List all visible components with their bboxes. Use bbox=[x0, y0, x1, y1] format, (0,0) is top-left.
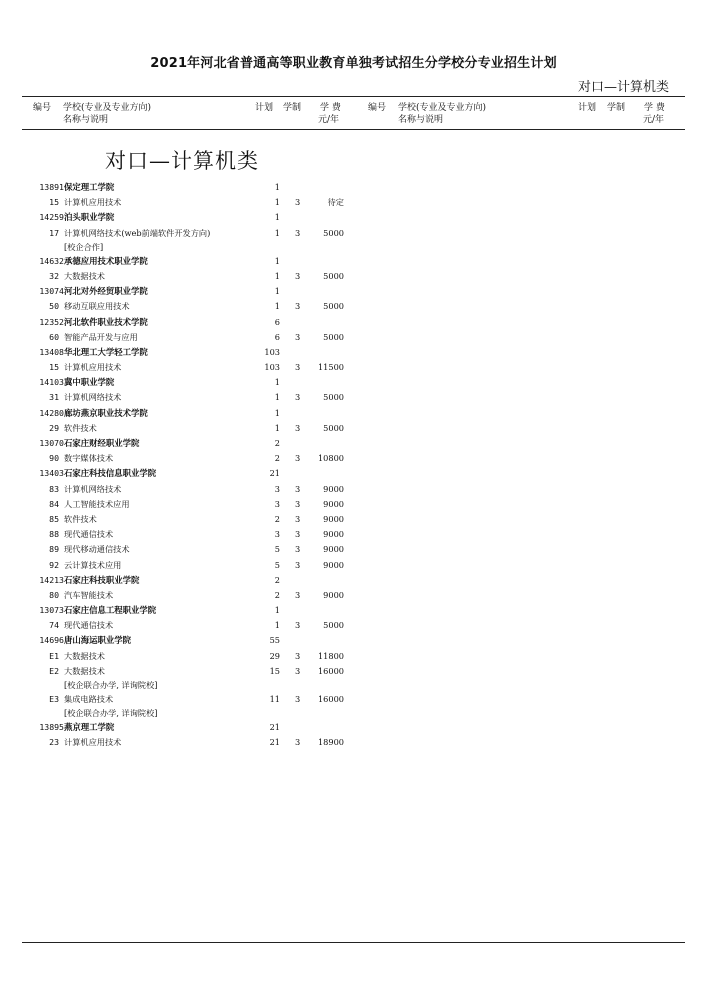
major-name: 计算机网络技术(web前端软件开发方向) bbox=[64, 227, 211, 238]
fee-cell: 5000 bbox=[323, 422, 344, 433]
plan-cell: 103 bbox=[264, 346, 280, 357]
header-top-rule bbox=[22, 96, 685, 97]
major-row bbox=[0, 330, 707, 345]
years-cell: 3 bbox=[295, 737, 301, 748]
school-name: 冀中职业学院 bbox=[64, 377, 115, 388]
years-cell: 3 bbox=[295, 665, 301, 676]
plan-cell: 1 bbox=[274, 301, 280, 312]
code-cell: 80 bbox=[49, 589, 59, 600]
code-cell: 13891 bbox=[39, 182, 64, 192]
code-cell: 14280 bbox=[39, 407, 64, 418]
school-row bbox=[0, 180, 707, 195]
school-name: 石家庄财经职业学院 bbox=[64, 438, 140, 448]
major-name: 计算机应用技术 bbox=[64, 737, 122, 748]
note-row bbox=[0, 241, 707, 254]
code-cell: 15 bbox=[49, 197, 59, 208]
major-name: 软件技术 bbox=[64, 422, 97, 433]
school-row bbox=[0, 210, 707, 225]
code-cell: 88 bbox=[49, 529, 59, 540]
major-name: 大数据技术 bbox=[64, 650, 105, 661]
col-header-fee-top-right: 学 费 bbox=[644, 103, 665, 113]
col-header-fee-bottom-right: 元/年 bbox=[643, 115, 665, 125]
code-cell: 23 bbox=[49, 737, 59, 748]
school-row bbox=[0, 315, 707, 330]
code-cell: 14696 bbox=[39, 635, 64, 646]
fee-cell: 9000 bbox=[323, 544, 344, 555]
plan-cell: 6 bbox=[274, 316, 280, 327]
col-header-school-sub-right: 名称与说明 bbox=[398, 115, 444, 125]
code-cell: 89 bbox=[49, 544, 59, 555]
school-name: 燕京理工学院 bbox=[64, 722, 115, 733]
school-name: 石家庄科技信息职业学院 bbox=[64, 468, 157, 479]
years-cell: 3 bbox=[295, 529, 301, 540]
major-row bbox=[0, 497, 707, 512]
school-row bbox=[0, 375, 707, 390]
plan-cell: 103 bbox=[264, 362, 280, 373]
code-cell: 84 bbox=[49, 498, 59, 509]
school-name: 廊坊燕京职业技术学院 bbox=[64, 407, 148, 418]
major-name: 现代移动通信技术 bbox=[64, 544, 130, 555]
plan-cell: 1 bbox=[274, 227, 280, 238]
code-cell: 13073 bbox=[39, 605, 64, 616]
code-cell: 90 bbox=[49, 453, 59, 464]
years-cell: 3 bbox=[295, 483, 301, 494]
code-cell: 13895 bbox=[39, 722, 64, 733]
major-row bbox=[0, 299, 707, 314]
major-row bbox=[0, 692, 707, 707]
fee-cell: 11800 bbox=[317, 650, 344, 661]
page-title: 2021年河北省普通高等职业教育单独考试招生分学校分专业招生计划 bbox=[150, 56, 557, 71]
plan-cell: 29 bbox=[269, 650, 280, 661]
fee-cell: 18900 bbox=[317, 737, 344, 748]
major-row bbox=[0, 451, 707, 466]
major-name: 人工智能技术应用 bbox=[64, 498, 130, 509]
plan-cell: 1 bbox=[274, 407, 280, 418]
fee-cell: 9000 bbox=[323, 529, 344, 540]
plan-cell: 1 bbox=[274, 377, 280, 388]
major-row bbox=[0, 269, 707, 284]
school-row bbox=[0, 573, 707, 588]
school-name: 石家庄信息工程职业学院 bbox=[64, 605, 157, 616]
plan-cell: 55 bbox=[269, 635, 280, 646]
code-cell: 14259 bbox=[39, 212, 64, 223]
col-header-code: 编号 bbox=[33, 103, 52, 113]
major-name: 软件技术 bbox=[64, 513, 97, 524]
school-name: 河北软件职业技术学院 bbox=[64, 316, 148, 327]
note-text: [校企合作] bbox=[64, 241, 104, 252]
major-row bbox=[0, 527, 707, 542]
years-cell: 3 bbox=[295, 362, 301, 373]
plan-cell: 6 bbox=[274, 331, 280, 342]
years-cell: 3 bbox=[295, 620, 301, 631]
fee-cell: 9000 bbox=[323, 513, 344, 524]
code-cell: 14103 bbox=[39, 377, 64, 388]
plan-cell: 5 bbox=[274, 544, 280, 555]
plan-cell: 2 bbox=[274, 453, 280, 464]
footer-rule bbox=[22, 942, 685, 943]
major-row bbox=[0, 226, 707, 241]
major-row bbox=[0, 588, 707, 603]
code-cell: 31 bbox=[49, 392, 59, 403]
plan-cell: 2 bbox=[274, 589, 280, 600]
code-cell: E2 bbox=[49, 665, 59, 676]
years-cell: 3 bbox=[295, 589, 301, 600]
years-cell: 3 bbox=[295, 422, 301, 433]
fee-cell: 5000 bbox=[323, 227, 344, 238]
years-cell: 3 bbox=[295, 453, 301, 464]
major-name: 数字媒体技术 bbox=[64, 453, 114, 464]
code-cell: 12352 bbox=[39, 316, 64, 327]
plan-cell: 21 bbox=[269, 722, 280, 733]
fee-cell: 5000 bbox=[323, 270, 344, 281]
major-row bbox=[0, 390, 707, 405]
school-name: 承德应用技术职业学院 bbox=[64, 255, 148, 266]
major-name: 计算机网络技术 bbox=[64, 483, 122, 494]
years-cell: 3 bbox=[295, 331, 301, 342]
school-row bbox=[0, 254, 707, 269]
fee-cell: 16000 bbox=[317, 694, 344, 704]
major-row bbox=[0, 664, 707, 679]
school-name: 石家庄科技职业学院 bbox=[64, 574, 140, 585]
plan-cell: 1 bbox=[274, 286, 280, 297]
plan-cell: 1 bbox=[274, 392, 280, 403]
code-cell: 13070 bbox=[39, 438, 64, 448]
col-header-years: 学制 bbox=[283, 103, 302, 113]
major-row bbox=[0, 195, 707, 210]
fee-cell: 11500 bbox=[317, 362, 344, 373]
plan-cell: 11 bbox=[269, 694, 280, 704]
years-cell: 3 bbox=[295, 270, 301, 281]
school-row bbox=[0, 720, 707, 735]
code-cell: 74 bbox=[49, 620, 59, 631]
major-row bbox=[0, 558, 707, 573]
code-cell: 13408 bbox=[39, 346, 64, 357]
plan-cell: 2 bbox=[274, 574, 280, 585]
plan-cell: 1 bbox=[274, 182, 280, 192]
plan-cell: 3 bbox=[274, 529, 280, 540]
major-row bbox=[0, 421, 707, 436]
plan-cell: 1 bbox=[274, 270, 280, 281]
col-header-fee-top: 学 费 bbox=[320, 103, 341, 113]
col-header-school-right: 学校(专业及专业方向) bbox=[398, 103, 487, 113]
major-name: 计算机应用技术 bbox=[64, 197, 122, 208]
major-name: 智能产品开发与应用 bbox=[64, 331, 138, 342]
fee-cell: 9000 bbox=[323, 589, 344, 600]
major-row bbox=[0, 482, 707, 497]
plan-cell: 21 bbox=[269, 737, 280, 748]
fee-cell: 5000 bbox=[323, 331, 344, 342]
note-text: [校企联合办学, 详询院校] bbox=[64, 708, 158, 719]
col-header-plan: 计划 bbox=[255, 103, 274, 113]
school-row bbox=[0, 406, 707, 421]
plan-cell: 2 bbox=[274, 438, 280, 448]
years-cell: 3 bbox=[295, 559, 301, 570]
note-row bbox=[0, 679, 707, 692]
plan-cell: 2 bbox=[274, 513, 280, 524]
years-cell: 3 bbox=[295, 227, 301, 238]
col-header-school: 学校(专业及专业方向) bbox=[63, 103, 152, 113]
code-cell: E3 bbox=[49, 694, 59, 704]
major-row bbox=[0, 618, 707, 633]
school-name: 泊头职业学院 bbox=[64, 212, 115, 223]
major-row bbox=[0, 649, 707, 664]
plan-cell: 1 bbox=[274, 197, 280, 208]
plan-cell: 5 bbox=[274, 559, 280, 570]
years-cell: 3 bbox=[295, 197, 301, 208]
plan-cell: 1 bbox=[274, 605, 280, 616]
major-row bbox=[0, 360, 707, 375]
major-row bbox=[0, 542, 707, 557]
code-cell: 13403 bbox=[39, 468, 64, 479]
school-name: 唐山海运职业学院 bbox=[64, 635, 131, 646]
fee-cell: 5000 bbox=[323, 392, 344, 403]
plan-table bbox=[0, 180, 707, 751]
category-subtitle: 对口—计算机类 bbox=[577, 80, 669, 95]
fee-cell: 5000 bbox=[323, 301, 344, 312]
code-cell: 85 bbox=[49, 513, 59, 524]
plan-cell: 1 bbox=[274, 212, 280, 223]
code-cell: 14632 bbox=[39, 255, 64, 266]
school-row bbox=[0, 284, 707, 299]
fee-cell: 9000 bbox=[323, 498, 344, 509]
school-name: 华北理工大学轻工学院 bbox=[64, 346, 148, 357]
note-text: [校企联合办学, 详询院校] bbox=[64, 680, 158, 690]
plan-cell: 3 bbox=[274, 483, 280, 494]
school-row bbox=[0, 603, 707, 618]
fee-cell: 5000 bbox=[323, 620, 344, 631]
years-cell: 3 bbox=[295, 392, 301, 403]
plan-cell: 1 bbox=[274, 422, 280, 433]
major-name: 现代通信技术 bbox=[64, 529, 114, 540]
major-row bbox=[0, 512, 707, 527]
fee-cell: 16000 bbox=[317, 665, 344, 676]
fee-cell: 9000 bbox=[323, 559, 344, 570]
col-header-code-right: 编号 bbox=[368, 103, 387, 113]
major-name: 大数据技术 bbox=[64, 665, 105, 676]
col-header-school-sub: 名称与说明 bbox=[63, 115, 109, 125]
years-cell: 3 bbox=[295, 544, 301, 555]
code-cell: 14213 bbox=[39, 574, 64, 585]
col-header-plan-right: 计划 bbox=[578, 103, 597, 113]
col-header-years-right: 学制 bbox=[607, 103, 626, 113]
school-name: 保定理工学院 bbox=[64, 182, 115, 192]
school-row bbox=[0, 633, 707, 648]
code-cell: 92 bbox=[49, 559, 59, 570]
years-cell: 3 bbox=[295, 513, 301, 524]
plan-cell: 1 bbox=[274, 255, 280, 266]
major-row bbox=[0, 735, 707, 750]
major-name: 大数据技术 bbox=[64, 270, 105, 281]
header-bottom-rule bbox=[22, 129, 685, 130]
years-cell: 3 bbox=[295, 301, 301, 312]
major-name: 移动互联应用技术 bbox=[64, 301, 130, 312]
code-cell: E1 bbox=[49, 650, 59, 661]
code-cell: 15 bbox=[49, 362, 59, 373]
school-row bbox=[0, 466, 707, 481]
major-name: 计算机网络技术 bbox=[64, 392, 122, 403]
note-row bbox=[0, 707, 707, 720]
school-name: 河北对外经贸职业学院 bbox=[64, 286, 148, 297]
fee-cell: 待定 bbox=[327, 197, 344, 208]
school-row bbox=[0, 436, 707, 451]
code-cell: 83 bbox=[49, 483, 59, 494]
major-name: 汽车智能技术 bbox=[64, 589, 114, 600]
plan-cell: 1 bbox=[274, 620, 280, 631]
code-cell: 32 bbox=[49, 270, 59, 281]
years-cell: 3 bbox=[295, 650, 301, 661]
plan-cell: 21 bbox=[269, 468, 280, 479]
code-cell: 17 bbox=[49, 227, 59, 238]
fee-cell: 10800 bbox=[317, 453, 344, 464]
code-cell: 60 bbox=[49, 331, 59, 342]
major-name: 集成电路技术 bbox=[64, 694, 114, 704]
col-header-fee-bottom: 元/年 bbox=[318, 115, 340, 125]
major-name: 计算机应用技术 bbox=[64, 362, 122, 373]
code-cell: 13074 bbox=[39, 286, 64, 297]
school-row bbox=[0, 345, 707, 360]
code-cell: 29 bbox=[49, 422, 59, 433]
years-cell: 3 bbox=[295, 694, 301, 704]
fee-cell: 9000 bbox=[323, 483, 344, 494]
plan-cell: 15 bbox=[269, 665, 280, 676]
plan-cell: 3 bbox=[274, 498, 280, 509]
major-name: 现代通信技术 bbox=[64, 620, 114, 631]
major-name: 云计算技术应用 bbox=[64, 559, 122, 570]
section-title: 对口—计算机类 bbox=[105, 149, 259, 173]
code-cell: 50 bbox=[49, 301, 59, 312]
years-cell: 3 bbox=[295, 498, 301, 509]
